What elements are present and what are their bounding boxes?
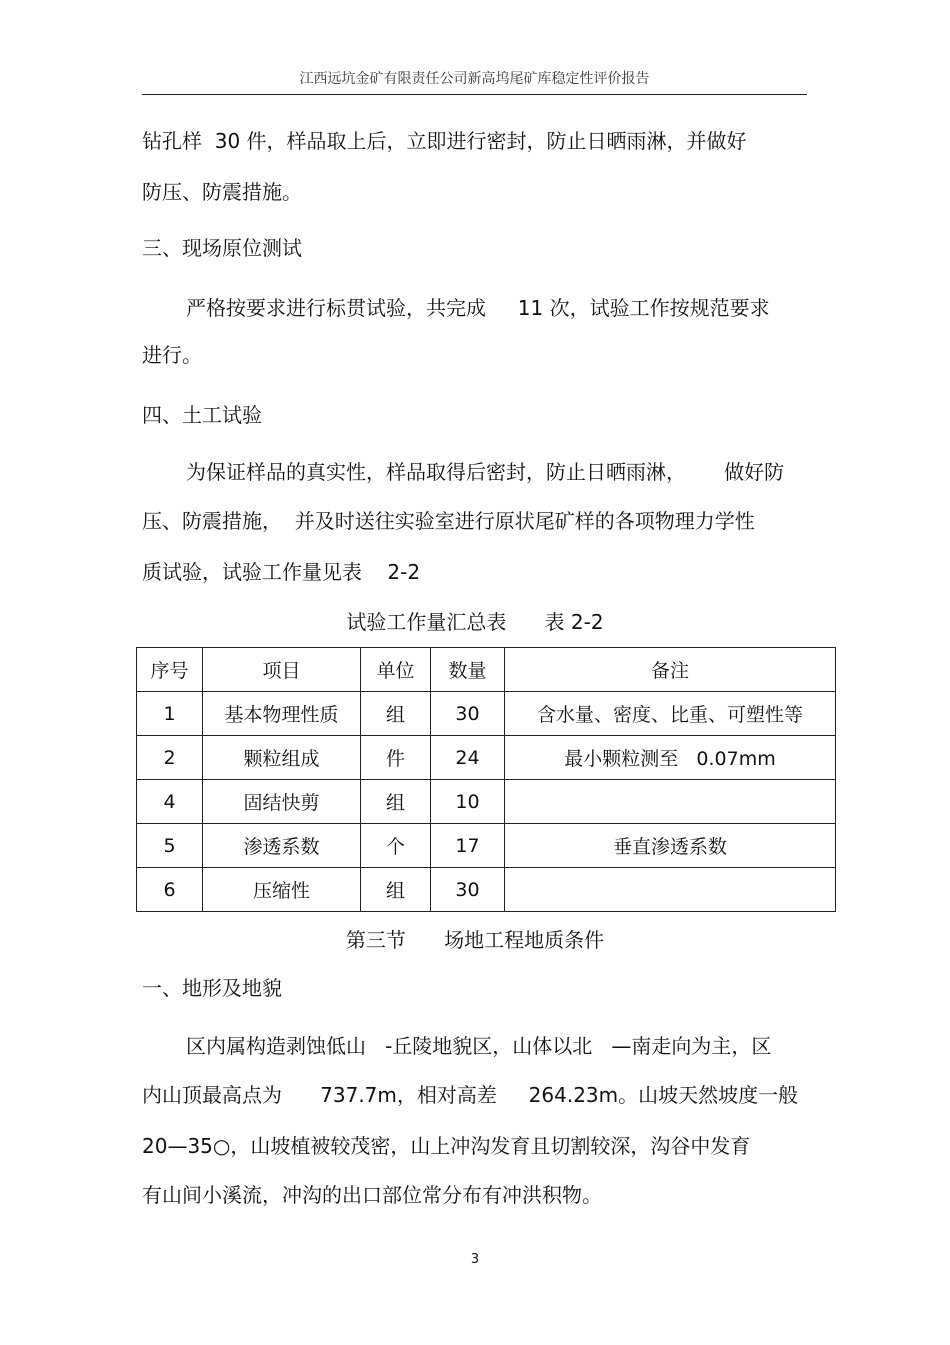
cell-item: 渗透系数 xyxy=(203,824,361,868)
cell-remarks: 垂直渗透系数 xyxy=(505,824,836,868)
cell-quantity: 30 xyxy=(431,868,505,912)
heading-onsite-test: 三、现场原位测试 xyxy=(142,236,302,260)
table-header-row xyxy=(137,648,836,692)
paragraph-line: 钻孔样 30 件，样品取上后，立即进行密封，防止日晒雨淋，并做好 xyxy=(142,129,747,153)
paragraph-line: 防压、防震措施。 xyxy=(142,180,302,204)
heading-terrain: 一、地形及地貌 xyxy=(142,976,282,1000)
paragraph-line: 20—35○，山坡植被较茂密，山上冲沟发育且切割较深，沟谷中发育 xyxy=(142,1134,751,1158)
cell-item: 压缩性 xyxy=(203,868,361,912)
table-row xyxy=(137,692,836,736)
cell-unit: 件 xyxy=(361,736,431,780)
section-title: 第三节 场地工程地质条件 xyxy=(345,928,605,952)
col-header-quantity: 数量 xyxy=(431,648,505,692)
cell-index: 4 xyxy=(137,780,203,824)
table-row xyxy=(137,736,836,780)
running-header: 江西远坑金矿有限责任公司新高坞尾矿库稳定性评价报告 xyxy=(299,71,650,87)
cell-unit: 组 xyxy=(361,692,431,736)
paragraph-line: 有山间小溪流，冲沟的出口部位常分布有冲洪积物。 xyxy=(142,1183,602,1207)
cell-quantity: 24 xyxy=(431,736,505,780)
cell-unit: 组 xyxy=(361,868,431,912)
cell-index: 5 xyxy=(137,824,203,868)
paragraph-line: 严格按要求进行标贯试验，共完成 11 次，试验工作按规范要求 xyxy=(186,296,770,320)
paragraph-line: 区内属构造剥蚀低山 -丘陵地貌区，山体以北 —南走向为主，区 xyxy=(186,1034,772,1058)
workload-table xyxy=(136,647,836,912)
cell-unit: 个 xyxy=(361,824,431,868)
cell-remarks xyxy=(505,868,836,912)
cell-index: 6 xyxy=(137,868,203,912)
cell-index: 2 xyxy=(137,736,203,780)
heading-soil-test: 四、土工试验 xyxy=(142,403,262,427)
cell-quantity: 17 xyxy=(431,824,505,868)
cell-item: 基本物理性质 xyxy=(203,692,361,736)
col-header-item: 项目 xyxy=(203,648,361,692)
cell-index: 1 xyxy=(137,692,203,736)
paragraph-line: 压、防震措施， 并及时送往实验室进行原状尾矿样的各项物理力学性 xyxy=(142,509,755,533)
col-header-index: 序号 xyxy=(137,648,203,692)
cell-remarks: 最小颗粒测至 0.07mm xyxy=(505,736,836,780)
page-number: 3 xyxy=(470,1252,480,1267)
table-row xyxy=(137,780,836,824)
col-header-unit: 单位 xyxy=(361,648,431,692)
cell-unit: 组 xyxy=(361,780,431,824)
table-caption: 试验工作量汇总表 表 2-2 xyxy=(346,610,604,634)
cell-remarks xyxy=(505,780,836,824)
paragraph-line: 进行。 xyxy=(142,343,202,367)
table-row xyxy=(137,868,836,912)
cell-quantity: 10 xyxy=(431,780,505,824)
cell-remarks: 含水量、密度、比重、可塑性等 xyxy=(505,692,836,736)
cell-item: 颗粒组成 xyxy=(203,736,361,780)
paragraph-line: 为保证样品的真实性，样品取得后密封，防止日晒雨淋， 做好防 xyxy=(186,460,785,484)
cell-item: 固结快剪 xyxy=(203,780,361,824)
header-rule xyxy=(142,94,807,95)
table-row xyxy=(137,824,836,868)
paragraph-line: 内山顶最高点为 737.7m，相对高差 264.23m。山坡天然坡度一般 xyxy=(142,1083,799,1107)
col-header-remarks: 备注 xyxy=(505,648,836,692)
cell-quantity: 30 xyxy=(431,692,505,736)
paragraph-line: 质试验，试验工作量见表 2-2 xyxy=(142,560,421,584)
